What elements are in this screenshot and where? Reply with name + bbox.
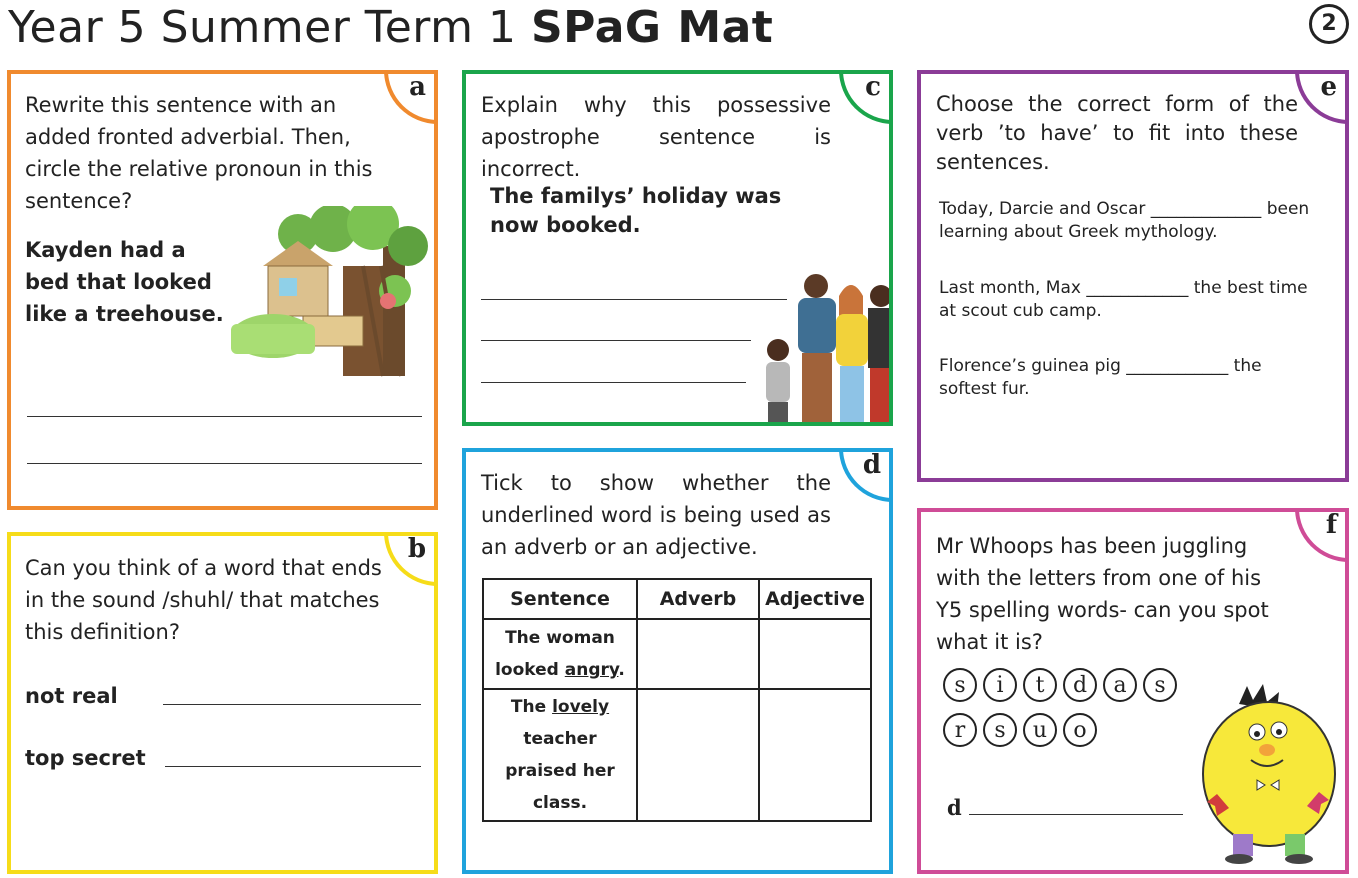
definition-not-real: not real	[25, 684, 118, 708]
question-text-a: Rewrite this sentence with an added fronted adverbial. Then, circle the relative pronoun in this sentence?	[25, 93, 373, 213]
answer-line-a2[interactable]	[27, 463, 422, 464]
question-text-e: Choose the correct form of the verb ’to have’ to fit into these sentences.	[936, 92, 1298, 174]
box-label-f: f	[1295, 508, 1349, 562]
letter-circle: s	[1143, 668, 1177, 702]
question-box-a	[7, 70, 438, 510]
letter-circle: s	[983, 713, 1017, 747]
letter-circle: a	[1103, 668, 1137, 702]
page-title: Year 5 Summer Term 1 SPaG Mat	[8, 2, 774, 53]
question-box-d	[462, 448, 893, 874]
box-label-e: e	[1295, 70, 1349, 124]
answer-line-a1[interactable]	[27, 416, 422, 417]
box-label-b: b	[384, 532, 438, 586]
letter-circle: t	[1023, 668, 1057, 702]
table-header-adjective: Adjective	[759, 579, 871, 619]
letter-row-2	[943, 713, 1103, 747]
question-box-c	[462, 70, 893, 426]
example-sentence-c: The familys’ holiday was now booked.	[490, 184, 782, 237]
question-box-e	[917, 70, 1349, 482]
letter-circle: r	[943, 713, 977, 747]
table-header-adverb: Adverb	[637, 579, 759, 619]
mr-whoops-monster-illustration	[1199, 684, 1339, 864]
table-row	[483, 689, 871, 821]
letter-circle: s	[943, 668, 977, 702]
question-text-f: Mr Whoops has been juggling with the letters from one of his Y5 spelling words- can you spot what it is?	[936, 534, 1269, 654]
answer-line-b2[interactable]	[165, 766, 421, 767]
sentence-e2: Last month, Max ____________ the best time at scout cub camp.	[939, 278, 1308, 321]
answer-line-f[interactable]	[969, 814, 1183, 815]
letter-circle: u	[1023, 713, 1057, 747]
box-label-c: c	[839, 70, 893, 124]
question-text-c: Explain why this possessive apostrophe sentence is incorrect.	[481, 93, 831, 181]
answer-start-letter: d	[947, 795, 962, 820]
letter-circle: i	[983, 668, 1017, 702]
page-number-badge: 2	[1309, 4, 1349, 44]
answer-line-c2[interactable]	[481, 340, 751, 341]
table-row	[483, 619, 871, 689]
letter-circle: d	[1063, 668, 1097, 702]
adjective-tick-cell-1[interactable]	[759, 619, 871, 689]
adjective-tick-cell-2[interactable]	[759, 689, 871, 821]
question-text-d: Tick to show whether the underlined word is being used as an adverb or an adjective.	[481, 471, 831, 559]
sentence-cell-2: The lovely teacher praised her class.	[483, 689, 637, 821]
definition-top-secret: top secret	[25, 746, 146, 770]
sentence-cell-1: The woman looked angry.	[483, 619, 637, 689]
adverb-tick-cell-1[interactable]	[637, 619, 759, 689]
sentence-e1: Today, Darcie and Oscar _____________ been learning about Greek mythology.	[939, 199, 1310, 242]
question-box-b	[7, 532, 438, 874]
letter-circle: o	[1063, 713, 1097, 747]
answer-line-c3[interactable]	[481, 382, 746, 383]
answer-line-b1[interactable]	[163, 704, 421, 705]
adverb-tick-cell-2[interactable]	[637, 689, 759, 821]
question-text-b: Can you think of a word that ends in the sound /shuhl/ that matches this definition?	[25, 556, 382, 644]
example-sentence-a: Kayden had a bed that looked like a treehouse.	[25, 238, 224, 326]
sentence-e3: Florence’s guinea pig ____________ the softest fur.	[939, 356, 1262, 399]
family-illustration	[756, 268, 891, 426]
table-header-sentence: Sentence	[483, 579, 637, 619]
adverb-adjective-table	[482, 578, 872, 822]
box-label-d: d	[839, 448, 893, 502]
question-box-f	[917, 508, 1349, 874]
letter-row-1	[943, 668, 1183, 702]
treehouse-bed-illustration	[223, 206, 429, 378]
box-label-a: a	[384, 70, 438, 124]
answer-line-c1[interactable]	[481, 299, 787, 300]
